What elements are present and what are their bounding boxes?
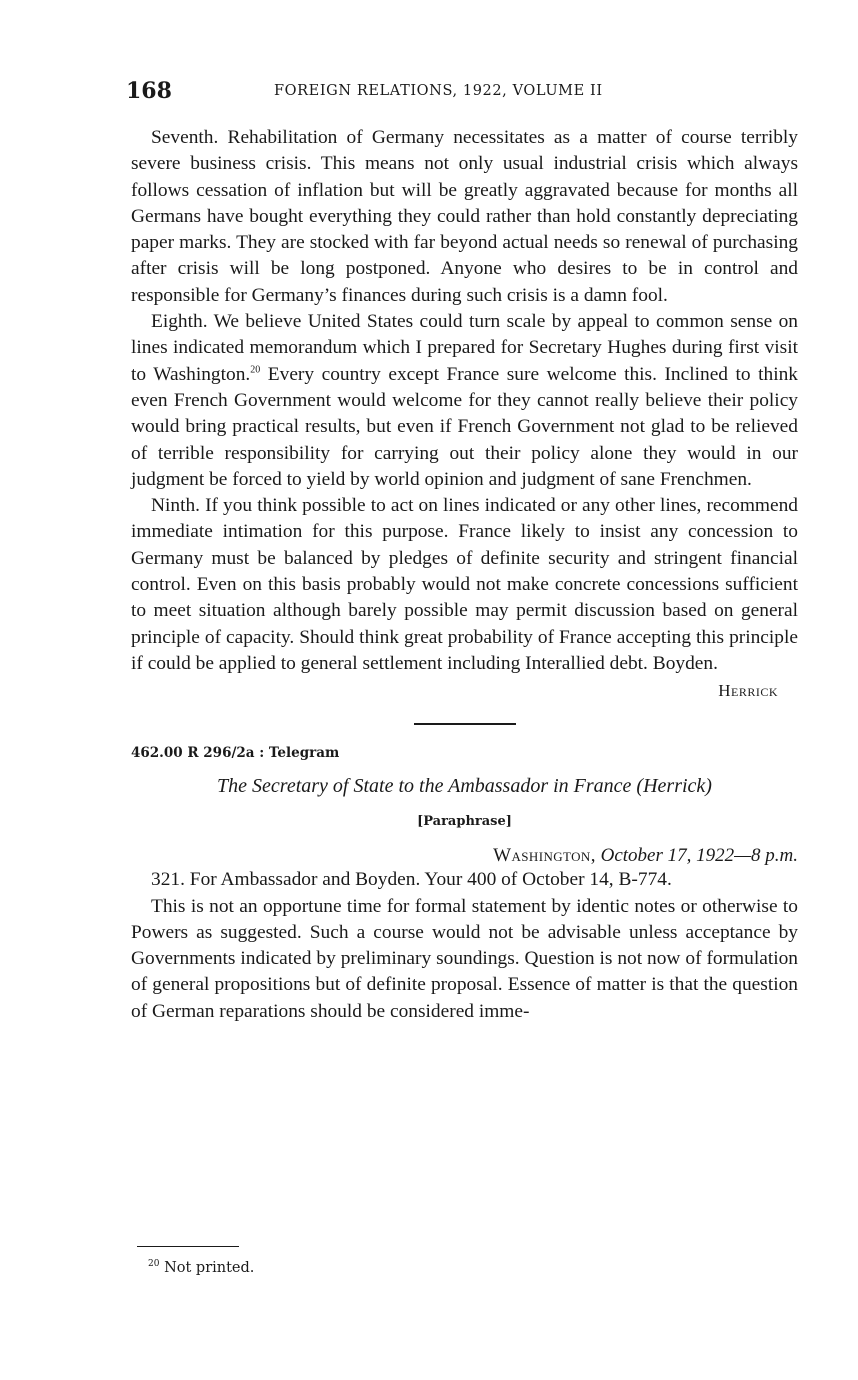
footnote-reference: 20 xyxy=(250,364,261,376)
dateline xyxy=(131,845,798,867)
paragraph-seventh: Seventh. Rehabilitation of Germany necessitates as a matter of course terribly severe business crisis. This means not only usual industrial crisis which always follows cessation of inflation but will be greatly aggravated because for months all Germans have bought everything they could rather than hold constantly depreciating paper marks. They are stocked with far beyond actual needs so renewal of purchasing after crisis will be long postponed. Anyone who desires to be in control and responsible for Germany’s finances during such crisis is a damn fool. xyxy=(131,127,798,306)
signature: Herrick xyxy=(718,681,778,701)
footnote-text: Not printed. xyxy=(164,1260,255,1276)
paraphrase-note: [Paraphrase] xyxy=(417,814,512,830)
file-reference: 462.00 R 296/2a : Telegram xyxy=(131,745,340,762)
footnote-rule xyxy=(137,1246,239,1247)
paragraph-eighth xyxy=(131,309,798,493)
paragraph-eighth-text-b: Every country except France sure welcome this. Inclined to think even French Government would welcome for they cannot really believe their policy would bring practical results, but even if French Government not glad to be relieved of terrible responsibility for carrying out their policy alone they would in our judgment be forced to yield by world opinion and judgment of sane Frenchmen. xyxy=(131,363,798,490)
paragraph-eighth-text-a: Eighth. We believe United States could turn scale by appeal to common sense on lines indicated memorandum which I prepared for Secretary Hughes during first visit to Washington. xyxy=(131,311,798,385)
paragraph-ninth: Ninth. If you think possible to act on lines indicated or any other lines, recommend immediate intimation for this purpose. France likely to insist any concession to Germany must be balanced by pledges of definite security and stringent financial control. Even on this basis probably would not make concrete concessions sufficient to meet situation although barely possible may permit discussion based on general principle of capacity. Should think great probability of France accepting this principle if could be applied to general settlement including Interallied debt. Boyden. xyxy=(131,495,798,674)
footnote xyxy=(148,1260,254,1276)
footnote-mark: 20 xyxy=(148,1259,160,1270)
running-head: FOREIGN RELATIONS, 1922, VOLUME II xyxy=(274,83,603,99)
section-divider xyxy=(414,723,516,725)
page-number: 168 xyxy=(126,78,172,104)
paragraph-opportune: This is not an opportune time for formal statement by identic notes or otherwise to Powers as suggested. Such a course would not be advisable unless acceptance by Governments indicated by preliminary soundings. Question is not now of formulation of general propositions but of definite proposal. Essence of matter is that the question of German reparations should be considered imme- xyxy=(131,895,798,1022)
document-title: The Secretary of State to the Ambassador in France (Herrick) xyxy=(217,775,712,798)
dateline-date: October 17, 1922—8 p.m. xyxy=(600,845,798,867)
page-body xyxy=(131,125,798,1025)
paragraph-321: 321. For Ambassador and Boyden. Your 400 of October 14, B-774. xyxy=(151,869,672,891)
page-header xyxy=(126,78,798,108)
dateline-place: Washington, xyxy=(493,845,596,867)
